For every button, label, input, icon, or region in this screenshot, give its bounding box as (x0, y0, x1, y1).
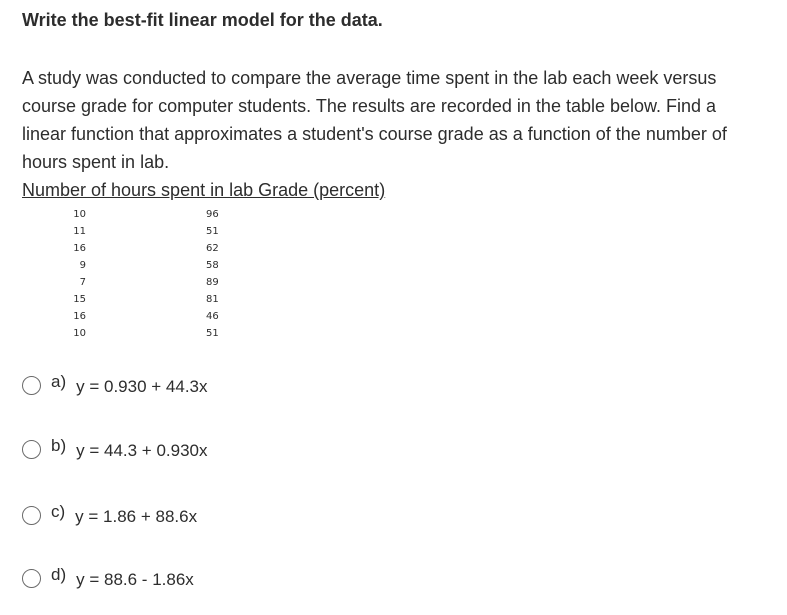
hours-cell: 15 (73, 294, 86, 305)
option-letter: d) (51, 565, 67, 584)
hours-cell: 10 (73, 328, 86, 339)
option-text: y = 0.930 + 44.3x (76, 377, 208, 396)
table-header: Number of hours spent in lab Grade (percent) (22, 180, 386, 200)
hours-cell: 9 (79, 260, 86, 271)
table-row (40, 291, 230, 308)
grade-cell: 81 (206, 294, 219, 305)
radio-button-c[interactable] (22, 506, 41, 525)
option-text: y = 88.6 - 1.86x (76, 570, 194, 589)
grade-cell: 96 (206, 209, 219, 220)
option-d[interactable] (22, 565, 194, 591)
option-letter: a) (51, 372, 67, 391)
option-a[interactable] (22, 372, 208, 398)
table-row (40, 325, 230, 342)
grade-cell: 51 (206, 226, 219, 237)
radio-button-a[interactable] (22, 376, 41, 395)
option-b[interactable] (22, 436, 208, 462)
table-row (40, 274, 230, 291)
grade-cell: 89 (206, 277, 219, 288)
hours-cell: 7 (79, 277, 86, 288)
grade-cell: 51 (206, 328, 219, 339)
hours-cell: 10 (73, 209, 86, 220)
table-row (40, 257, 230, 274)
option-letter: b) (51, 436, 67, 455)
hours-cell: 11 (73, 226, 86, 237)
table-row (40, 308, 230, 325)
option-c[interactable] (22, 502, 197, 528)
grade-cell: 46 (206, 311, 219, 322)
grade-cell: 58 (206, 260, 219, 271)
hours-cell: 16 (73, 243, 86, 254)
table-row (40, 206, 230, 223)
table-row (40, 240, 230, 257)
table-row (40, 223, 230, 240)
hours-cell: 16 (73, 311, 86, 322)
question-title: Write the best-fit linear model for the data. (22, 10, 383, 30)
radio-button-d[interactable] (22, 569, 41, 588)
radio-button-b[interactable] (22, 440, 41, 459)
data-table (40, 206, 230, 342)
question-prompt: A study was conducted to compare the average time spent in the lab each week versus course grade for computer students. The results are recorded in the table below. Find a linear function that approximates a student's course grade as a function of the number of hours spent in lab. (22, 68, 727, 172)
option-text: y = 44.3 + 0.930x (76, 441, 208, 460)
option-letter: c) (51, 502, 66, 521)
option-text: y = 1.86 + 88.6x (75, 507, 198, 526)
grade-cell: 62 (206, 243, 219, 254)
